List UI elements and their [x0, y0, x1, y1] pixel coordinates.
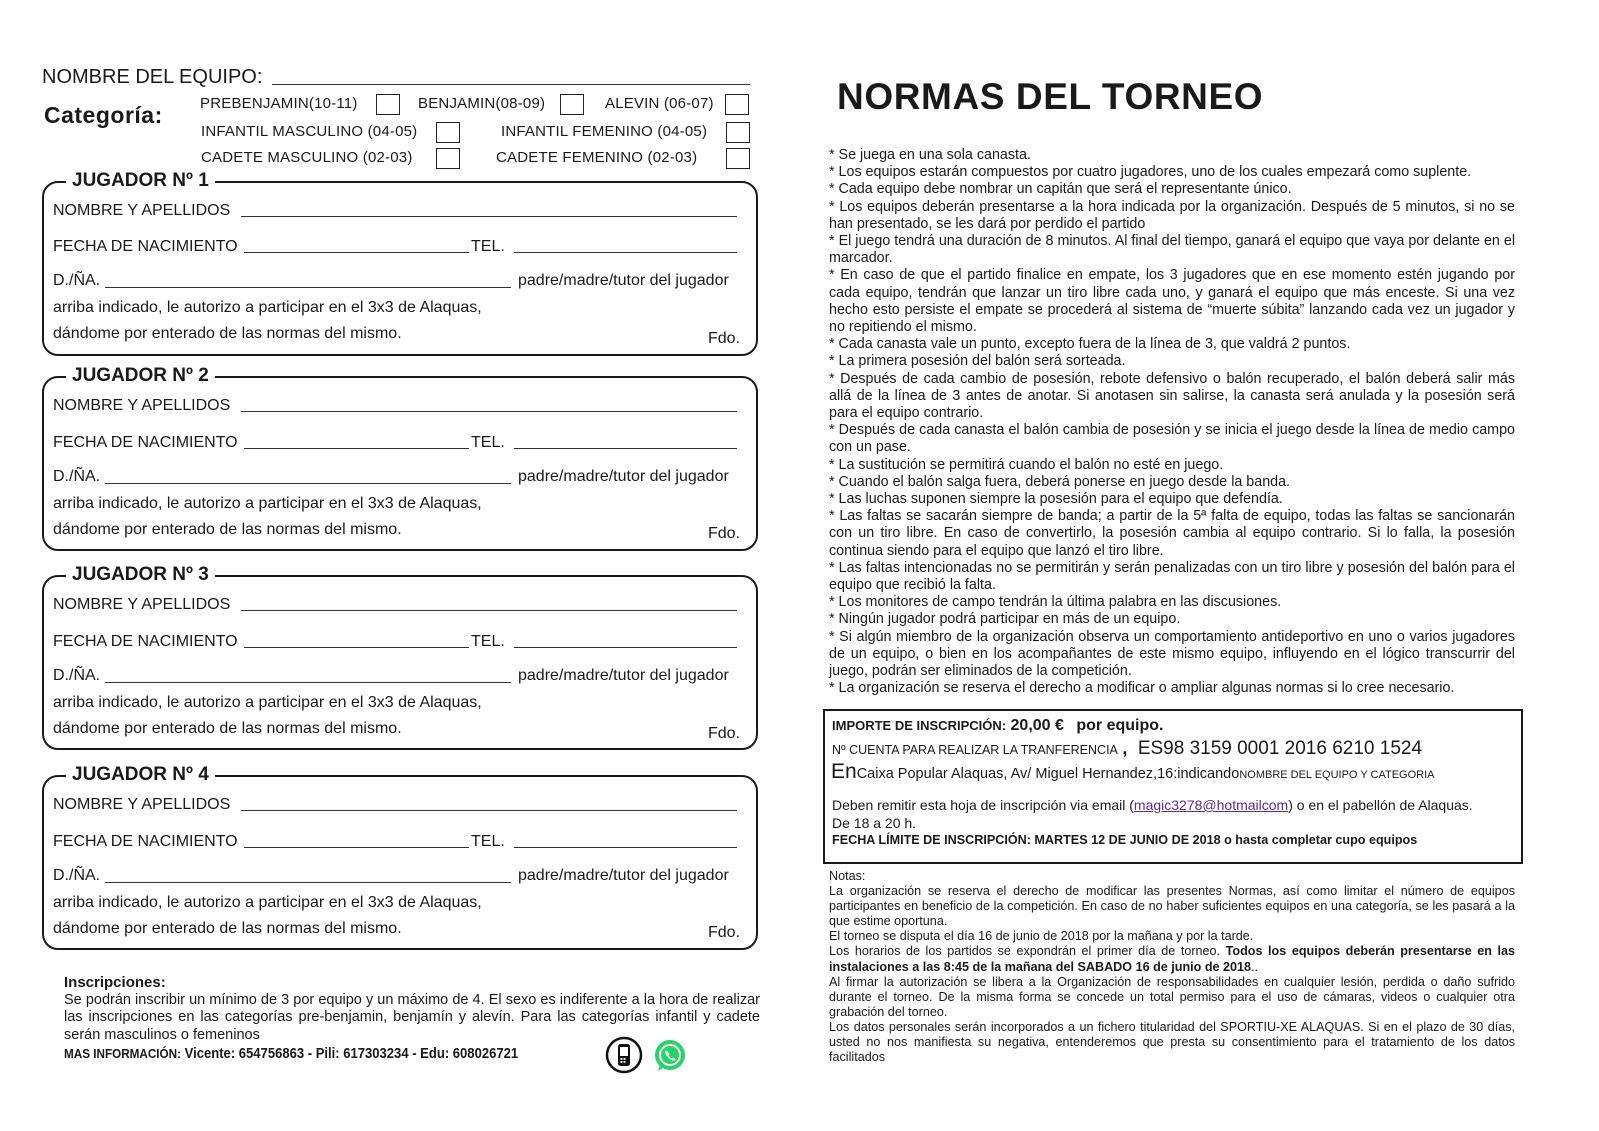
- player-2-consent-1: arriba indicado, le autorizo a participar en el 3x3 de Alaquas,: [53, 495, 482, 512]
- category-cadete-femenino-checkbox[interactable]: [726, 148, 750, 169]
- category-infantil-masculino-checkbox[interactable]: [436, 122, 460, 143]
- notes-paragraph: La organización se reserva el derecho de modificar las presentes Normas, así como limitar el número de equipos participantes en beneficio de la competición. En caso de no haber suficientes equipos en una categoría, se les pasará a la que estime oportuna.: [829, 884, 1515, 929]
- player-4-guardian-suffix: padre/madre/tutor del jugador: [518, 867, 729, 884]
- notes-paragraph: Los datos personales serán incorporados a un fichero titularidad del SPORTIU-XE ALAQUAS. Si en el plazo de 30 días, usted no nos manifiesta su negativa, entenderemos que presta su consentimiento para el tratamiento de los datos facilitados: [829, 1019, 1515, 1065]
- inscripciones-title: Inscripciones:: [64, 974, 166, 991]
- player-1-guardian-label: D./ÑA.: [53, 272, 101, 289]
- player-4-name-label: NOMBRE Y APELLIDOS: [53, 796, 231, 813]
- player-1-tel-label: TEL.: [471, 238, 505, 255]
- rule-item: * Las faltas se sacarán siempre de banda; a partir de la 5ª falta de equipo, todas las faltas se sancionarán con un tiro libre. En caso de convertirlo, la posesión cambia al equipo contrario. Si lo falla, la posesión continua siendo para el equipo que lanzó el tiro libre.: [829, 508, 1515, 559]
- player-1-signature-label: Fdo.: [708, 330, 741, 347]
- category-cadete-femenino-label: CADETE FEMENINO (02-03): [496, 149, 698, 166]
- category-infantil-femenino-checkbox[interactable]: [726, 122, 750, 143]
- notes-paragraph: [829, 944, 1515, 974]
- player-3-title: JUGADOR Nº 3: [66, 564, 215, 586]
- player-1-tel-line[interactable]: [514, 252, 737, 253]
- category-alevin-checkbox[interactable]: [725, 94, 749, 115]
- player-3-guardian-line[interactable]: [105, 682, 511, 683]
- player-1-name-label: NOMBRE Y APELLIDOS: [53, 202, 231, 219]
- category-infantil-femenino-label: INFANTIL FEMENINO (04-05): [501, 123, 708, 140]
- account-iban: ES98 3159 0001 2016 6210 1524: [1137, 738, 1423, 759]
- bank-address: Caixa Popular Alaquas, Av/ Miguel Hernandez,16:indicando: [856, 766, 1240, 782]
- category-cadete-masculino-checkbox[interactable]: [436, 148, 460, 169]
- player-4-birth-line[interactable]: [244, 847, 469, 848]
- category-benjamin-label: BENJAMIN(08-09): [418, 95, 546, 112]
- rule-item: * La organización se reserva el derecho a modificar o ampliar algunas normas si lo cree necesario.: [829, 680, 1455, 697]
- player-2-signature-label: Fdo.: [708, 525, 741, 542]
- rule-item: * En caso de que el partido finalice en empate, los 3 jugadores que en ese momento estén jugando por cada equipo, tendrán que lanzar un tiro libre cada uno, y ganará el equipo que más enceste. Si una vez hecho esto persiste el empate se procederá al sistema de “muerte súbita” lanzando cada vez un jugador y no repitiendo el mismo.: [829, 267, 1515, 336]
- remit-text-2: ) o en el pabellón de Alaquas.: [1288, 797, 1473, 813]
- notes-schedule: Los horarios de los partidos se expondrán el primer día de torneo.: [829, 944, 1226, 959]
- rules-title: NORMAS DEL TORNEO: [837, 76, 1264, 117]
- account-comma: ,: [1122, 738, 1128, 758]
- player-3-tel-label: TEL.: [471, 633, 505, 650]
- notes-paragraph: Al firmar la autorización se libera a la Organización de responsabilidades en cualquier lesión, perdida o daño sufrido durante el torneo. De la misma forma se concede un total permiso para el uso de cámaras, videos o cualquier otra grabación del torneo.: [829, 974, 1515, 1019]
- team-name-label: NOMBRE DEL EQUIPO:: [42, 66, 263, 88]
- deadline-text: FECHA LÍMITE DE INSCRIPCIÓN: MARTES 12 DE JUNIO DE 2018 o hasta completar cupo equipos: [832, 833, 1418, 847]
- player-1-box: [42, 170, 758, 356]
- player-2-title: JUGADOR Nº 2: [66, 365, 215, 387]
- player-2-birth-line[interactable]: [244, 448, 469, 449]
- remit-hours: De 18 a 20 h.: [832, 815, 917, 831]
- player-3-name-label: NOMBRE Y APELLIDOS: [53, 596, 231, 613]
- category-prebenjamin-label: PREBENJAMIN(10-11): [200, 95, 358, 112]
- player-2-name-label: NOMBRE Y APELLIDOS: [53, 397, 231, 414]
- player-1-birth-line[interactable]: [244, 252, 469, 253]
- player-1-consent-2: dándome por enterado de las normas del mismo.: [53, 325, 402, 342]
- player-4-consent-1: arriba indicado, le autorizo a participar en el 3x3 de Alaquas,: [53, 894, 482, 911]
- player-2-name-line[interactable]: [241, 411, 737, 412]
- rule-item: * Las faltas intencionadas no se permitirán y serán penalizadas con un tiro libre y posesión del balón para el equipo que recibió la falta.: [829, 559, 1515, 594]
- player-3-signature-label: Fdo.: [708, 725, 741, 742]
- fee-label: IMPORTE DE INSCRIPCIÓN:: [832, 718, 1007, 733]
- team-name-line[interactable]: [272, 84, 750, 85]
- notes-paragraph: El torneo se disputa el día 16 de junio de 2018 por la mañana y por la tarde.: [829, 929, 1254, 944]
- player-3-box: [42, 564, 758, 750]
- player-3-consent-1: arriba indicado, le autorizo a participar en el 3x3 de Alaquas,: [53, 694, 482, 711]
- rule-item: * Después de cada cambio de posesión, rebote defensivo o balón recuperado, el balón deberá salir más allá de la línea de 3 antes de anotar. Si anotasen sin salirse, la canasta será anulada y la posesión será para el equipo contrario.: [829, 370, 1515, 422]
- fee-line: [832, 717, 1163, 735]
- player-4-birth-label: FECHA DE NACIMIENTO: [53, 833, 238, 850]
- player-2-guardian-suffix: padre/madre/tutor del jugador: [518, 468, 729, 485]
- rule-item: * La sustitución se permitirá cuando el balón no esté en juego.: [829, 456, 1224, 473]
- rule-item: * Después de cada canasta el balón cambia de posesión y se inicia el juego desde la línea de medio campo con un pase.: [829, 422, 1515, 456]
- mobile-phone-icon: [605, 1036, 643, 1074]
- more-info-label: MAS INFORMACIÓN:: [64, 1046, 181, 1061]
- category-label: Categoría:: [44, 102, 163, 128]
- notes-section: [829, 869, 1515, 1065]
- more-info-contacts: Vicente: 654756863 - Pili: 617303234 - Edu: 608026721: [184, 1046, 519, 1062]
- category-alevin-label: ALEVIN (06-07): [605, 95, 714, 112]
- bank-tail: NOMBRE DEL EQUIPO Y CATEGORIA: [1239, 769, 1435, 781]
- rule-item: * El juego tendrá una duración de 8 minutos. Al final del tiempo, ganará el equipo que vaya por delante en el marcador.: [829, 233, 1515, 267]
- player-2-guardian-line[interactable]: [105, 483, 511, 484]
- remit-text-1: Deben remitir esta hoja de inscripción via email (: [832, 797, 1134, 813]
- player-3-tel-line[interactable]: [514, 647, 737, 648]
- player-1-birth-label: FECHA DE NACIMIENTO: [53, 238, 238, 255]
- rules-list: [829, 147, 1515, 698]
- player-4-signature-label: Fdo.: [708, 924, 741, 941]
- player-3-guardian-suffix: padre/madre/tutor del jugador: [518, 667, 729, 684]
- category-prebenjamin-checkbox[interactable]: [376, 94, 400, 115]
- fee-amount: 20,00 €: [1010, 717, 1064, 734]
- fee-per: por equipo.: [1076, 717, 1164, 734]
- player-4-box: [42, 764, 758, 950]
- player-3-birth-line[interactable]: [244, 647, 469, 648]
- contact-email[interactable]: magic3278@hotmailcom: [1133, 797, 1289, 813]
- player-4-name-line[interactable]: [241, 810, 737, 811]
- player-3-consent-2: dándome por enterado de las normas del mismo.: [53, 720, 402, 737]
- inscripciones-section: [64, 974, 760, 1044]
- player-1-consent-1: arriba indicado, le autorizo a participar en el 3x3 de Alaquas,: [53, 299, 482, 316]
- player-2-consent-2: dándome por enterado de las normas del mismo.: [53, 521, 402, 538]
- account-line: [832, 738, 1422, 760]
- rule-item: * Ningún jugador podrá participar en más de un equipo.: [829, 611, 1181, 628]
- rule-item: * Cuando el balón salga fuera, deberá ponerse en juego desde la banda.: [829, 473, 1291, 490]
- rule-item: * Cada canasta vale un punto, excepto fuera de la línea de 3, que valdrá 2 puntos.: [829, 336, 1351, 353]
- player-4-tel-line[interactable]: [514, 847, 737, 848]
- player-4-guardian-line[interactable]: [105, 882, 511, 883]
- player-2-tel-line[interactable]: [514, 448, 737, 449]
- rule-item: * Si algún miembro de la organización observa un comportamiento antideportivo en uno o varios jugadores de un equipo, o bien en los acompañantes de este mismo equipo, influyendo en el lógico transcurrir del juego, podrán ser eliminados de la competición.: [829, 628, 1515, 680]
- rule-item: * Los monitores de campo tendrán la última palabra en las discusiones.: [829, 594, 1282, 611]
- player-2-box: [42, 365, 758, 551]
- player-3-guardian-label: D./ÑA.: [53, 667, 101, 684]
- player-1-guardian-suffix: padre/madre/tutor del jugador: [518, 272, 729, 289]
- whatsapp-icon: [652, 1038, 688, 1074]
- rule-item: * Cada equipo debe nombrar un capitán que será el representante único.: [829, 181, 1292, 198]
- player-4-tel-label: TEL.: [471, 833, 505, 850]
- rule-item: * Los equipos deberán presentarse a la hora indicada por la organización. Después de 5 minutos, si no se han presentado, se les dará por perdido el partido: [829, 198, 1515, 232]
- remit-line: [832, 797, 1473, 813]
- bank-en: En: [831, 760, 857, 783]
- player-3-birth-label: FECHA DE NACIMIENTO: [53, 633, 238, 650]
- player-4-guardian-label: D./ÑA.: [53, 867, 101, 884]
- category-cadete-masculino-label: CADETE MASCULINO (02-03): [201, 149, 413, 166]
- rule-item: * Se juega en una sola canasta.: [829, 147, 1031, 163]
- category-infantil-masculino-label: INFANTIL MASCULINO (04-05): [201, 123, 418, 140]
- notes-schedule-end: ..: [1251, 959, 1259, 974]
- notes-title: Notas:: [829, 869, 866, 883]
- player-2-tel-label: TEL.: [471, 434, 505, 451]
- rule-item: * La primera posesión del balón será sorteada.: [829, 353, 1126, 370]
- player-1-guardian-line[interactable]: [105, 287, 511, 288]
- player-2-birth-label: FECHA DE NACIMIENTO: [53, 434, 238, 451]
- rule-item: * Los equipos estarán compuestos por cuatro jugadores, uno de los cuales empezará como suplente.: [829, 164, 1472, 181]
- more-info-line: [64, 1046, 518, 1062]
- player-4-title: JUGADOR Nº 4: [66, 764, 215, 786]
- notes-schedule-bold: Todos los equipos deberán presentarse en las instalaciones a las 8:45 de la mañana del SABADO 16 de junio de 2018: [829, 944, 1515, 974]
- player-4-consent-2: dándome por enterado de las normas del mismo.: [53, 920, 402, 937]
- rule-item: * Las luchas suponen siempre la posesión para el equipo que defendía.: [829, 491, 1283, 508]
- fee-box: [823, 709, 1523, 864]
- player-2-guardian-label: D./ÑA.: [53, 468, 101, 485]
- bank-line: [831, 760, 1435, 784]
- player-3-name-line[interactable]: [241, 610, 737, 611]
- player-1-title: JUGADOR Nº 1: [66, 170, 215, 192]
- account-label: Nº CUENTA PARA REALIZAR LA TRANFERENCIA: [832, 743, 1118, 757]
- category-benjamin-checkbox[interactable]: [560, 94, 584, 115]
- inscripciones-text: Se podrán inscribir un mínimo de 3 por equipo y un máximo de 4. El sexo es indiferente a la hora de realizar las inscripciones en las categorías pre-benjamin, benjamín y alevín. Para las categorías infantil y cadete serán masculinos o femeninos: [64, 991, 760, 1043]
- player-1-name-line[interactable]: [241, 216, 737, 217]
